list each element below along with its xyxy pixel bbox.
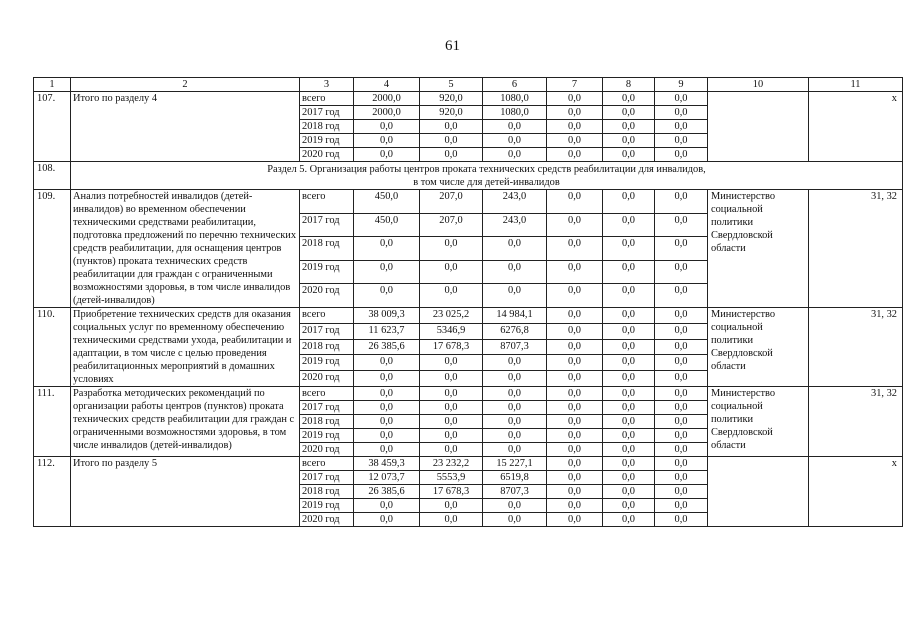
value-cell: 0,0 [655, 106, 708, 120]
executor: Министерство социальной политики Свердловской области [708, 308, 809, 387]
value-cell: 0,0 [603, 237, 655, 261]
value-cell: 0,0 [603, 415, 655, 429]
table-row [34, 308, 903, 324]
value-cell: 0,0 [420, 499, 483, 513]
column-header: 8 [603, 78, 655, 92]
value-cell: 0,0 [483, 429, 547, 443]
value-cell: 0,0 [547, 443, 603, 457]
value-cell: 0,0 [483, 284, 547, 308]
table-row [34, 190, 903, 214]
value-cell: 0,0 [547, 106, 603, 120]
value-cell: 0,0 [547, 339, 603, 355]
page-number: 61 [445, 38, 460, 54]
value-cell: 0,0 [655, 401, 708, 415]
value-cell: 2000,0 [354, 92, 420, 106]
value-cell: 0,0 [420, 401, 483, 415]
column-header: 2 [71, 78, 300, 92]
value-cell: 0,0 [483, 371, 547, 387]
value-cell: 0,0 [547, 213, 603, 237]
year-label: 2018 год [300, 237, 354, 261]
value-cell: 0,0 [547, 429, 603, 443]
value-cell: 0,0 [547, 120, 603, 134]
value-cell: 0,0 [603, 323, 655, 339]
section-heading [71, 162, 903, 190]
row-number: 107. [34, 92, 71, 162]
value-cell: 0,0 [547, 134, 603, 148]
value-cell: 243,0 [483, 213, 547, 237]
year-label: 2020 год [300, 284, 354, 308]
value-cell: 0,0 [655, 284, 708, 308]
value-cell: 0,0 [655, 323, 708, 339]
value-cell: 0,0 [603, 513, 655, 527]
value-cell: 5553,9 [420, 471, 483, 485]
column-header: 7 [547, 78, 603, 92]
value-cell: 0,0 [603, 401, 655, 415]
table-row [34, 457, 903, 471]
value-cell: 0,0 [354, 260, 420, 284]
value-cell: 0,0 [420, 429, 483, 443]
value-cell: 8707,3 [483, 485, 547, 499]
year-label: 2019 год [300, 260, 354, 284]
value-cell: 0,0 [603, 371, 655, 387]
value-cell: 17 678,3 [420, 485, 483, 499]
year-label: 2019 год [300, 134, 354, 148]
value-cell: 17 678,3 [420, 339, 483, 355]
column-header: 3 [300, 78, 354, 92]
value-cell: 0,0 [603, 499, 655, 513]
value-cell: 0,0 [655, 308, 708, 324]
value-cell: 0,0 [603, 471, 655, 485]
column-header: 6 [483, 78, 547, 92]
value-cell: 0,0 [547, 371, 603, 387]
executor: Министерство социальной политики Свердловской области [708, 387, 809, 457]
value-cell: 0,0 [547, 513, 603, 527]
value-cell: 0,0 [655, 190, 708, 214]
year-label: всего [300, 190, 354, 214]
year-label: 2020 год [300, 443, 354, 457]
value-cell: 15 227,1 [483, 457, 547, 471]
value-cell: 8707,3 [483, 339, 547, 355]
value-cell: 11 623,7 [354, 323, 420, 339]
column-header: 4 [354, 78, 420, 92]
value-cell: 0,0 [483, 134, 547, 148]
value-cell: 0,0 [655, 120, 708, 134]
value-cell: 14 984,1 [483, 308, 547, 324]
year-label: 2017 год [300, 471, 354, 485]
value-cell: 0,0 [655, 415, 708, 429]
value-cell: 0,0 [603, 339, 655, 355]
year-label: 2018 год [300, 485, 354, 499]
value-cell: 0,0 [547, 260, 603, 284]
column-header: 11 [809, 78, 903, 92]
value-cell: 0,0 [547, 323, 603, 339]
table-row [34, 92, 903, 106]
table-row [34, 387, 903, 401]
value-cell: 0,0 [655, 148, 708, 162]
value-cell: 0,0 [655, 471, 708, 485]
value-cell: 920,0 [420, 92, 483, 106]
event-name: Итого по разделу 4 [71, 92, 300, 162]
target-indicator: 31, 32 [809, 387, 903, 457]
value-cell: 0,0 [483, 120, 547, 134]
year-label: 2018 год [300, 339, 354, 355]
value-cell: 0,0 [420, 371, 483, 387]
value-cell: 0,0 [603, 92, 655, 106]
value-cell: 12 073,7 [354, 471, 420, 485]
year-label: 2018 год [300, 415, 354, 429]
value-cell: 0,0 [603, 355, 655, 371]
executor [708, 92, 809, 162]
event-name: Приобретение технических средств для оказания социальных услуг по временному обеспечению техническими средствами ухода, реабилитации и адаптации, в том числе с целью проведения реабилитационных мероприятий в домашних условиях [71, 308, 300, 387]
section-heading-line: Раздел 5. Организация работы центров проката технических средств реабилитации для инвалидов, [267, 164, 706, 175]
value-cell: 0,0 [420, 120, 483, 134]
value-cell: 0,0 [483, 443, 547, 457]
value-cell: 0,0 [603, 134, 655, 148]
value-cell: 0,0 [547, 457, 603, 471]
value-cell: 0,0 [655, 237, 708, 261]
value-cell: 0,0 [655, 429, 708, 443]
value-cell: 0,0 [655, 387, 708, 401]
value-cell: 0,0 [547, 415, 603, 429]
value-cell: 23 232,2 [420, 457, 483, 471]
value-cell: 0,0 [547, 401, 603, 415]
value-cell: 450,0 [354, 213, 420, 237]
column-header: 1 [34, 78, 71, 92]
target-indicator: x [809, 92, 903, 162]
value-cell: 0,0 [420, 513, 483, 527]
value-cell: 0,0 [603, 429, 655, 443]
value-cell: 5346,9 [420, 323, 483, 339]
value-cell: 0,0 [603, 443, 655, 457]
value-cell: 0,0 [354, 148, 420, 162]
program-table [33, 77, 903, 527]
value-cell: 0,0 [603, 308, 655, 324]
value-cell: 0,0 [603, 106, 655, 120]
value-cell: 0,0 [655, 92, 708, 106]
value-cell: 0,0 [603, 148, 655, 162]
value-cell: 0,0 [354, 401, 420, 415]
target-indicator: 31, 32 [809, 308, 903, 387]
value-cell: 0,0 [483, 237, 547, 261]
value-cell: 0,0 [420, 355, 483, 371]
value-cell: 920,0 [420, 106, 483, 120]
event-name: Разработка методических рекомендаций по организации работы центров (пунктов) проката технических средств реабилитации для граждан с ограниченными возможностями здоровья, в том числе инвалидов (детей-инвалидов) [71, 387, 300, 457]
value-cell: 38 009,3 [354, 308, 420, 324]
value-cell: 0,0 [420, 134, 483, 148]
value-cell: 0,0 [547, 190, 603, 214]
value-cell: 0,0 [354, 371, 420, 387]
value-cell: 0,0 [547, 387, 603, 401]
value-cell: 0,0 [420, 443, 483, 457]
year-label: 2017 год [300, 213, 354, 237]
value-cell: 0,0 [547, 92, 603, 106]
value-cell: 0,0 [655, 457, 708, 471]
value-cell: 0,0 [655, 260, 708, 284]
value-cell: 0,0 [547, 148, 603, 162]
year-label: 2019 год [300, 429, 354, 443]
value-cell: 26 385,6 [354, 339, 420, 355]
value-cell: 0,0 [655, 213, 708, 237]
value-cell: 2000,0 [354, 106, 420, 120]
section-heading-row [34, 162, 903, 190]
value-cell: 0,0 [483, 260, 547, 284]
row-number: 111. [34, 387, 71, 457]
value-cell: 23 025,2 [420, 308, 483, 324]
section-heading-line: в том числе для детей-инвалидов [413, 177, 560, 188]
value-cell: 0,0 [483, 415, 547, 429]
year-label: 2020 год [300, 513, 354, 527]
row-number: 108. [34, 162, 71, 190]
target-indicator: 31, 32 [809, 190, 903, 308]
year-label: всего [300, 457, 354, 471]
value-cell: 0,0 [655, 499, 708, 513]
value-cell: 0,0 [547, 284, 603, 308]
value-cell: 0,0 [483, 499, 547, 513]
value-cell: 0,0 [603, 284, 655, 308]
value-cell: 0,0 [547, 471, 603, 485]
value-cell: 0,0 [655, 355, 708, 371]
column-header: 9 [655, 78, 708, 92]
value-cell: 38 459,3 [354, 457, 420, 471]
year-label: 2019 год [300, 355, 354, 371]
year-label: 2017 год [300, 323, 354, 339]
value-cell: 0,0 [354, 513, 420, 527]
value-cell: 0,0 [354, 429, 420, 443]
year-label: 2020 год [300, 371, 354, 387]
year-label: 2019 год [300, 499, 354, 513]
value-cell: 207,0 [420, 213, 483, 237]
value-cell: 207,0 [420, 190, 483, 214]
value-cell: 0,0 [655, 443, 708, 457]
value-cell: 6519,8 [483, 471, 547, 485]
year-label: всего [300, 308, 354, 324]
year-label: 2020 год [300, 148, 354, 162]
value-cell: 0,0 [483, 513, 547, 527]
event-name: Анализ потребностей инвалидов (детей-инвалидов) во временном обеспечении техническими средствами реабилитации, подготовка предложений по перечню технических средств реабилитации, для оснащения центров (пунктов) проката технических средств реабилитации для граждан с ограниченными возможностями здоровья, в том числе инвалидов (детей-инвалидов) [71, 190, 300, 308]
value-cell: 0,0 [354, 387, 420, 401]
value-cell: 0,0 [603, 213, 655, 237]
value-cell: 0,0 [655, 134, 708, 148]
value-cell: 1080,0 [483, 106, 547, 120]
value-cell: 0,0 [603, 485, 655, 499]
value-cell: 0,0 [603, 120, 655, 134]
value-cell: 0,0 [420, 237, 483, 261]
value-cell: 243,0 [483, 190, 547, 214]
value-cell: 0,0 [354, 443, 420, 457]
value-cell: 0,0 [603, 260, 655, 284]
row-number: 110. [34, 308, 71, 387]
column-number-row [34, 78, 903, 92]
year-label: 2017 год [300, 106, 354, 120]
value-cell: 450,0 [354, 190, 420, 214]
value-cell: 0,0 [547, 237, 603, 261]
value-cell: 0,0 [655, 485, 708, 499]
value-cell: 0,0 [420, 387, 483, 401]
executor [708, 457, 809, 527]
year-label: всего [300, 92, 354, 106]
value-cell: 0,0 [655, 513, 708, 527]
value-cell: 6276,8 [483, 323, 547, 339]
value-cell: 0,0 [547, 308, 603, 324]
value-cell: 0,0 [354, 134, 420, 148]
value-cell: 0,0 [420, 284, 483, 308]
column-header: 10 [708, 78, 809, 92]
value-cell: 0,0 [354, 415, 420, 429]
value-cell: 0,0 [655, 339, 708, 355]
value-cell: 0,0 [420, 260, 483, 284]
value-cell: 0,0 [603, 457, 655, 471]
value-cell: 0,0 [420, 415, 483, 429]
value-cell: 0,0 [420, 148, 483, 162]
value-cell: 0,0 [354, 499, 420, 513]
value-cell: 1080,0 [483, 92, 547, 106]
value-cell: 0,0 [483, 401, 547, 415]
column-header: 5 [420, 78, 483, 92]
value-cell: 0,0 [603, 190, 655, 214]
value-cell: 0,0 [354, 237, 420, 261]
value-cell: 0,0 [603, 387, 655, 401]
year-label: всего [300, 387, 354, 401]
row-number: 109. [34, 190, 71, 308]
row-number: 112. [34, 457, 71, 527]
executor: Министерство социальной политики Свердловской области [708, 190, 809, 308]
value-cell: 0,0 [483, 387, 547, 401]
value-cell: 0,0 [655, 371, 708, 387]
event-name: Итого по разделу 5 [71, 457, 300, 527]
value-cell: 0,0 [483, 148, 547, 162]
year-label: 2018 год [300, 120, 354, 134]
value-cell: 0,0 [354, 120, 420, 134]
value-cell: 0,0 [354, 355, 420, 371]
value-cell: 0,0 [547, 499, 603, 513]
value-cell: 0,0 [547, 355, 603, 371]
value-cell: 26 385,6 [354, 485, 420, 499]
value-cell: 0,0 [547, 485, 603, 499]
target-indicator: x [809, 457, 903, 527]
table-body [34, 78, 903, 527]
value-cell: 0,0 [354, 284, 420, 308]
year-label: 2017 год [300, 401, 354, 415]
value-cell: 0,0 [483, 355, 547, 371]
